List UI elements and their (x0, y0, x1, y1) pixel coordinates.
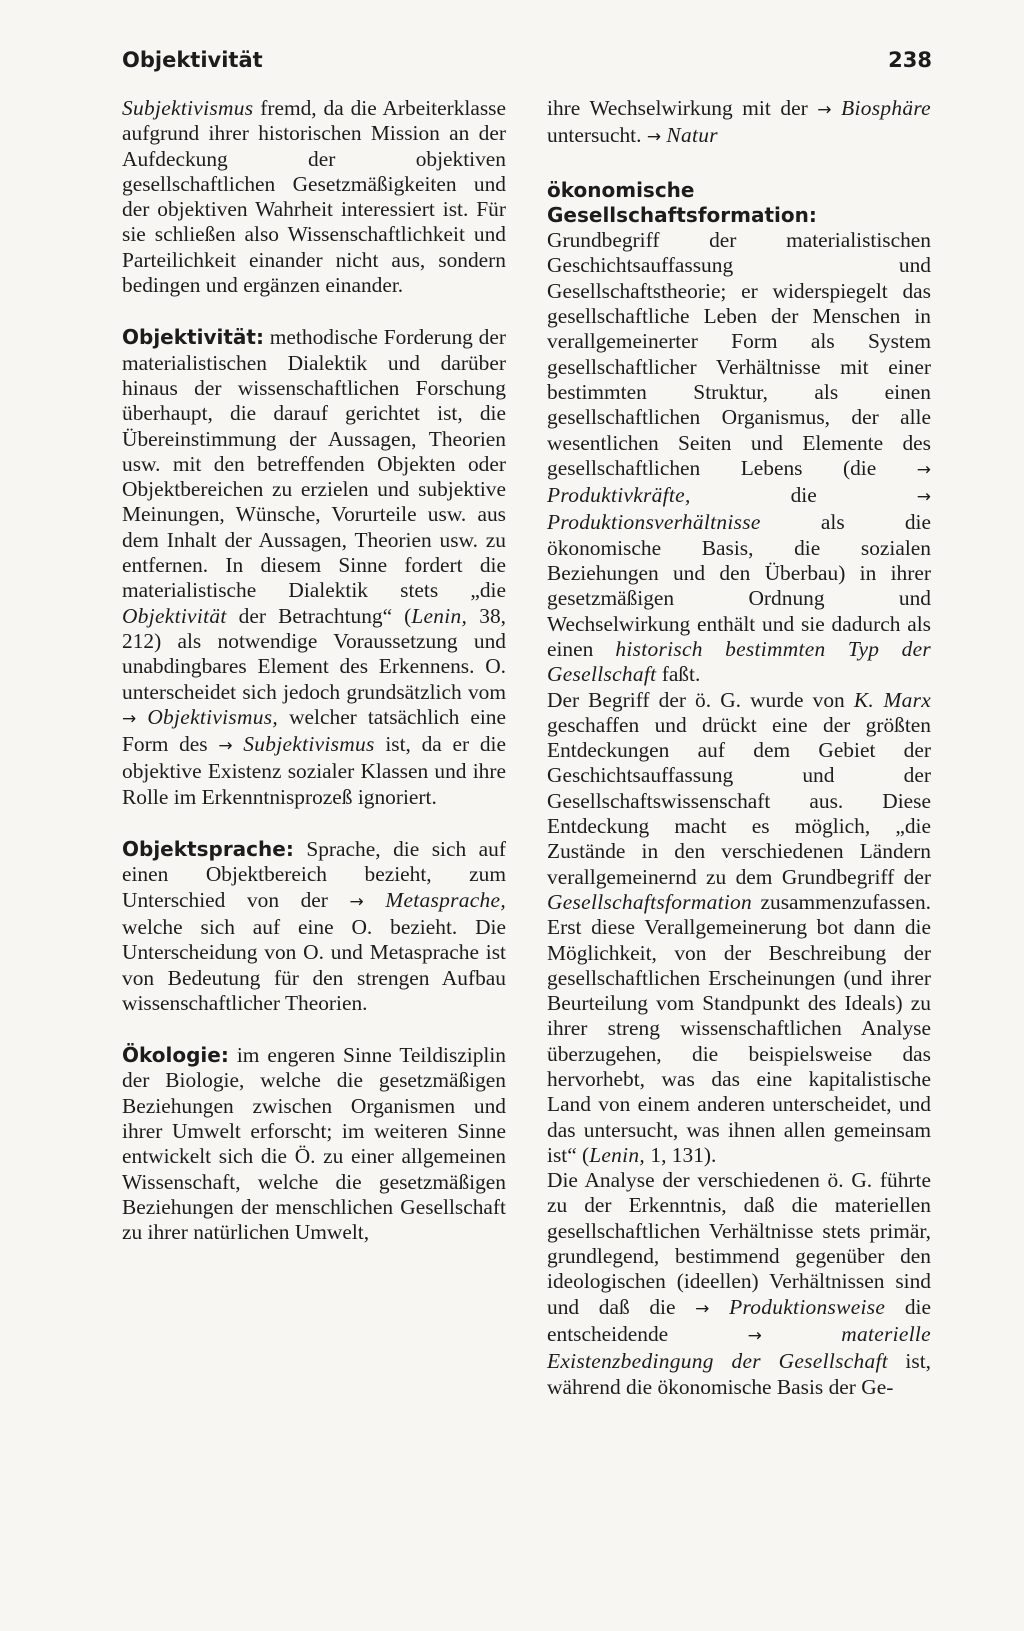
arrow-icon: → (817, 100, 832, 120)
entry-body (122, 96, 506, 298)
entry-text: der Betrachtung“ ( (226, 603, 412, 628)
entry-text: ist, während die ökonomische Basis der Ge- (547, 1349, 931, 1399)
citation-author: Lenin, (411, 603, 468, 628)
entry-paragraph (547, 688, 931, 1169)
emphasis: Objektivität (122, 603, 227, 628)
arrow-icon: → (646, 127, 662, 148)
entry-text: geschaffen und drückt eine der größten Entdeckungen auf dem Gebiet der Geschichtsauffassung und der Gesellschaftswissenschaft aus. Diese Entdeckung macht es möglich, „die Zustände in den verschiedenen Ländern verallgemeinernd zu dem Grundbegriff der (547, 712, 931, 889)
headword: Objektivität: (122, 325, 264, 350)
emphasis: historisch bestimmten Typ der Gesellschaft (547, 636, 931, 687)
entry-text: ihre Wechselwirkung mit der (547, 96, 818, 120)
entry-oekonomische-gesellschaftsformation (547, 178, 931, 1400)
entry-body (547, 96, 931, 151)
entry-text: Grundbegriff der materialistischen Geschichtsauffassung und Gesellschaftstheorie; er widerspiegelt das gesellschaftliche Leben der Menschen in verallgemeinerter Form als System gesellschaftlicher Verhältnisse mit einer bestimmten Struktur, als einen gesellschaftlichen Organismus, der alle wesentlichen Seiten und Elemente des gesellschaftlichen Lebens (die (547, 228, 931, 480)
headword: ökonomische Gesellschaftsformation: (547, 177, 817, 227)
cross-reference: Objektivismus, (147, 704, 279, 729)
cross-reference: Natur (666, 123, 718, 148)
entry-objektivitaet (122, 325, 506, 810)
entry-text: faßt. (656, 662, 701, 687)
cross-reference: Subjektivismus (243, 732, 375, 757)
entry-text: 1, 131). (645, 1142, 717, 1167)
entry-continuation-subjektivismus (122, 96, 506, 298)
entry-body (122, 325, 506, 810)
entry-text: Der Begriff der ö. G. wurde von (547, 687, 854, 712)
arrow-icon: → (695, 1298, 710, 1319)
entry-text: Sprache, die sich auf einen Objektbereich bezieht, zum Unterschied von der (122, 837, 506, 912)
cross-reference: Produktivkräfte, (547, 483, 691, 508)
headword: Ökologie: (122, 1043, 229, 1068)
entry-text: im engeren Sinne Teildisziplin der Biologie, welche die gesetzmäßigen Beziehungen zwischen Organismen und ihrer Umwelt erforscht; im weiteren Sinne entwickelt sich die Ö. zu einer allgemeinen Wissenschaft, welche die gesetzmäßigen Beziehungen der menschlichen Gesellschaft zu ihrer natürlichen Umwelt, (122, 1043, 506, 1245)
entry-oekologie (122, 1043, 506, 1245)
arrow-icon: → (349, 891, 364, 912)
entry-text: welche sich auf eine O. bezieht. Die Unterscheidung von O. und Metasprache ist von Bedeutung für den strengen Aufbau wissenschaftlicher Theorien. (122, 914, 506, 1015)
entry-text: zusammenzufassen. Erst diese Verallgemeinerung bot dann die Möglichkeit, von der Beschreibung der gesellschaftlichen Erscheinungen (und ihrer Beurteilung vom Standpunkt des Ideals) zu ihrer streng wissenschaftlichen Analyse überzugehen, die beispielsweise das hervorhebt, was das eine kapitalistische Land von einem anderen unterscheidet, und das untersucht, was ihnen allen gemeinsam ist“ ( (547, 889, 931, 1167)
left-column (122, 96, 506, 1272)
entry-paragraph (547, 1168, 931, 1400)
entry-objektsprache (122, 837, 506, 1016)
arrow-icon: → (747, 1325, 762, 1346)
arrow-icon: → (122, 708, 137, 729)
entry-text: fremd, da die Arbeiterklasse aufgrund ihrer historischen Mission an der Aufdeckung der objektiven gesellschaftlichen Gesetzmäßigkeiten und der objektiven Wahrheit interessiert ist. Für sie schließen also Wissenschaftlichkeit und Parteilichkeit einander nicht aus, sondern bedingen und ergänzen einander. (122, 96, 506, 298)
cross-reference: Subjektivismus (122, 96, 254, 120)
headword: Objektsprache: (122, 837, 294, 862)
running-head (122, 48, 932, 72)
entry-text: als die ökonomische Basis, die sozialen Beziehungen und den Überbau) in ihrer gesetzmäßigen Ordnung und Wechselwirkung enthält und sie dadurch als einen (547, 510, 931, 661)
entry-text: ist, da er die objektive Existenz sozialer Klassen und ihre Rolle im Erkenntnisprozeß ignoriert. (122, 732, 506, 809)
entry-text: untersucht. (547, 123, 647, 148)
cross-reference: Biosphäre (841, 96, 931, 120)
cross-reference: Produktionsweise (729, 1294, 886, 1319)
entry-text: methodische Forderung der materialistischen Dialektik und darüber hinaus der wissenschaftlichen Forschung überhaupt, die darauf gerichtet ist, die Übereinstimmung der Aussagen, Theorien usw. mit den betreffenden Objekten oder Objektbereichen zu erzielen und subjektive Meinungen, Wünsche, Vorurteile usw. aus dem Inhalt der Aussagen, Theorien usw. zu entfernen. In diesem Sinne fordert die materialistische Dialektik stets „die (122, 325, 506, 603)
arrow-icon: → (916, 487, 931, 508)
arrow-icon: → (916, 459, 931, 480)
entry-body (122, 837, 506, 1016)
cross-reference: Produktionsverhältnisse (547, 510, 761, 535)
citation-author: K. Marx (853, 687, 931, 712)
entry-text: die (690, 483, 917, 508)
entry-text: die entscheidende (547, 1294, 931, 1346)
entry-text: welcher tatsächlich eine Form des (122, 704, 506, 757)
entry-body (122, 1043, 506, 1245)
citation-author: Lenin, (589, 1142, 646, 1167)
entry-paragraph (547, 178, 931, 688)
entry-continuation-oekologie (547, 96, 931, 151)
page-number: 238 (888, 48, 932, 72)
running-head-title: Objektivität (122, 48, 263, 72)
entry-text: Die Analyse der verschiedenen ö. G. führte zu der Erkenntnis, daß die materiellen gesellschaftlichen Verhältnisse stets primär, grundlegend, bestimmend gegenüber den ideologischen (ideellen) Verhältnissen sind und daß die (547, 1168, 931, 1319)
cross-reference: Metasprache, (385, 887, 506, 912)
right-column (547, 96, 931, 1427)
emphasis: Gesellschaftsformation (547, 889, 753, 914)
cross-reference: materielle Existenzbedingung der Gesellschaft (547, 1321, 931, 1374)
entry-text: 38, 212) als notwendige Voraussetzung und unabdingbares Element des Erkennens. O. unterscheidet sich jedoch grundsätzlich vom (122, 603, 507, 704)
arrow-icon: → (218, 736, 233, 757)
